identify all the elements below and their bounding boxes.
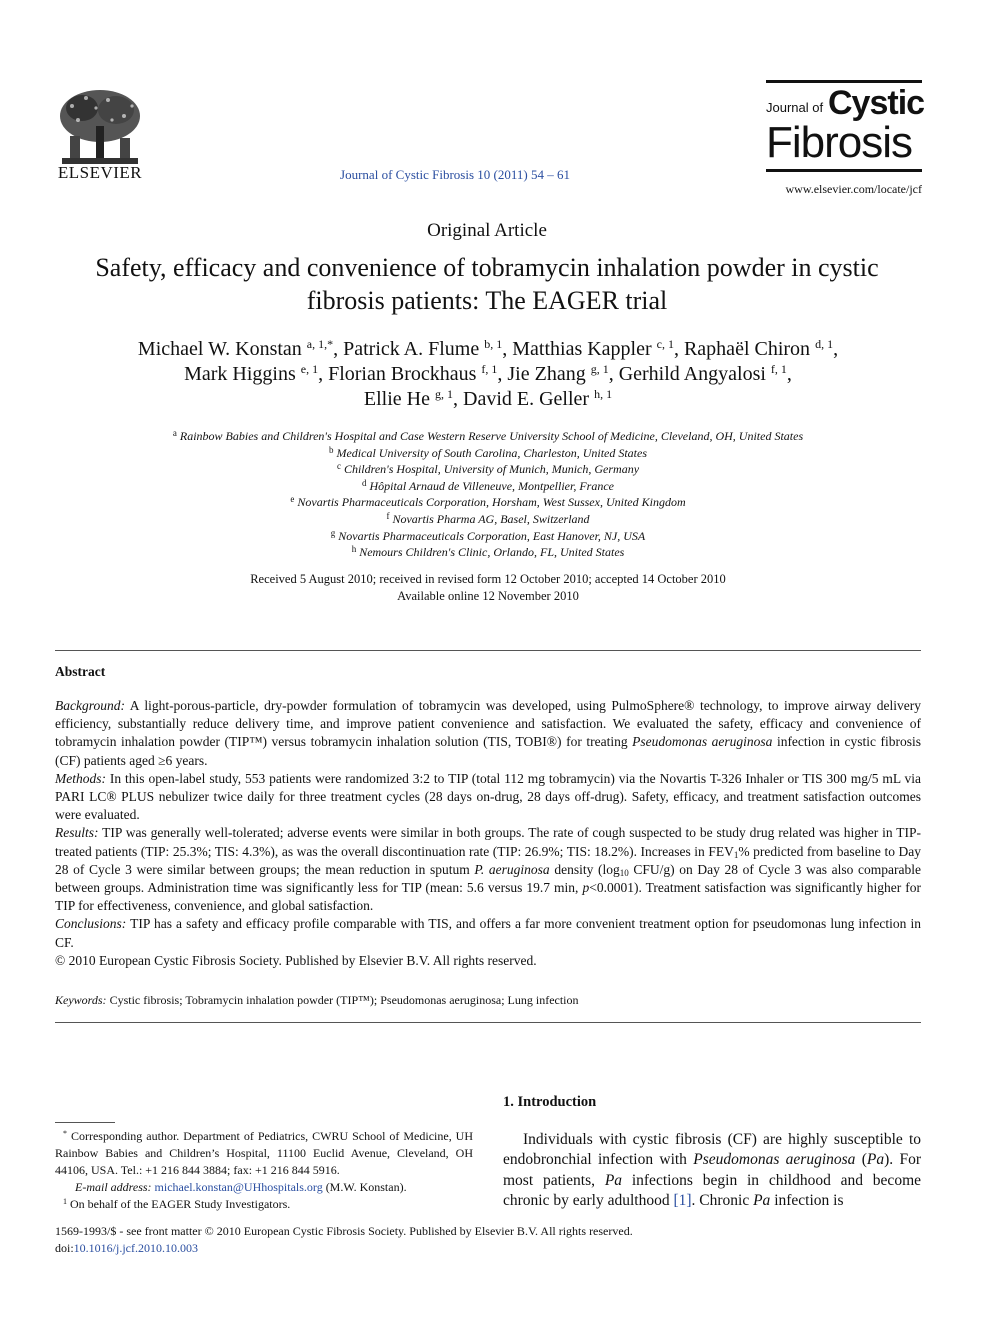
investigators-note: $^1$ On behalf of the EAGER Study Investigators. — [63, 1197, 291, 1211]
journal-logo — [762, 80, 924, 172]
issn-line: 1569-1993/$ - see front matter © 2010 European Cystic Fibrosis Society. Published by Elsevier B.V. All rights reserved. — [55, 1224, 633, 1238]
abstract-methods: Methods: In this open-label study, 553 patients were randomized 3:2 to TIP (total 112 mg tobramycin) via the Novartis T-326 Inhaler or TIS 300 mg/5 mL via PARI LC® PLUS nebulizer twice daily for three treatment cycles (28 days on-drug, 28 days off-drug). Safety, efficacy, and treatment satisfaction outcomes were evaluated. — [55, 770, 921, 823]
divider — [55, 1022, 921, 1023]
author-name: Gerhild Angyalosi — [618, 363, 766, 385]
citation-link[interactable]: [1] — [673, 1191, 692, 1209]
abstract-heading: Abstract — [55, 664, 106, 679]
abstract-copyright: © 2010 European Cystic Fibrosis Society. Published by Elsevier B.V. All rights reserved. — [55, 952, 537, 968]
article-title-line-2: fibrosis patients: The EAGER trial — [306, 286, 668, 315]
divider — [55, 650, 921, 651]
article-title — [40, 251, 934, 317]
affiliation-item: $^g$ Novartis Pharmaceuticals Corporation, East Hanover, NJ, USA — [330, 527, 646, 543]
author-name: Florian Brockhaus — [328, 363, 477, 385]
author-name: Matthias Kappler — [512, 338, 652, 360]
author-line: Mark Higgins $^{e, 1}$, Florian Brockhaus $^{f, 1}$, Jie Zhang $^{g, 1}$, Gerhild Angyalosi $^{f, 1}$, — [184, 362, 792, 385]
article-history — [60, 571, 916, 605]
keywords — [55, 993, 921, 1008]
journal-logo-word-cystic: Cystic — [828, 84, 925, 122]
corresponding-author-note: * Corresponding author. Department of Pediatrics, CWRU School of Medicine, UH Rainbow Babies and Children’s Hospital, 11100 Euclid Avenue, Cleveland, OH 44106, USA. Tel.: +1 216 844 3884; fax: +1 216 844 5916. — [55, 1129, 474, 1177]
abstract-results: Results: TIP was generally well-tolerated; adverse events were similar in both groups. The rate of cough suspected to be study drug related was higher in TIP-treated patients (TIP: 25.3%; TIS: 4.3%), as was the overall discontinuation rate (TIP: 26.9%; TIS: 18.2%). Increases in $FEV_1\%$ predicted from baseline to Day 28 of Cycle 3 were similar between groups; the mean reduction in sputum P. aeruginosa density ($\log_{10}$ CFU/g) on Day 28 of Cycle 3 was also comparable between groups. Administration time was significantly less for TIP (mean: 5.6 versus 19.7 min, p<0.0001). Treatment satisfaction was significantly higher for TIP for effectiveness, convenience, and global satisfaction. — [55, 825, 922, 914]
author-name: Mark Higgins — [184, 363, 296, 385]
author-affiliation-marks[interactable]: c, 1 — [656, 337, 674, 351]
footnote-divider — [55, 1122, 115, 1123]
affiliation-item: $^e$ Novartis Pharmaceuticals Corporation, Horsham, West Sussex, United Kingdom — [290, 494, 686, 510]
author-affiliation-marks[interactable]: e, 1 — [300, 362, 319, 376]
journal-citation-link[interactable]: Journal of Cystic Fibrosis 10 (2011) 54 – 61 — [340, 167, 570, 182]
article-type: Original Article — [427, 220, 547, 241]
author-line: Michael W. Konstan $^{a, 1,*}$, Patrick A. Flume $^{b, 1}$, Matthias Kappler $^{c, 1}$, Raphaël Chiron $^{d, 1}$, — [137, 337, 839, 360]
received-dates: Received 5 August 2010; received in revised form 12 October 2010; accepted 14 October 2010 — [250, 572, 726, 586]
doi-link[interactable]: 10.1016/j.jcf.2010.10.003 — [73, 1241, 198, 1255]
author-name: Ellie He — [363, 388, 430, 410]
author-affiliation-marks[interactable]: h, 1 — [594, 387, 613, 401]
author-name: Raphaël Chiron — [683, 338, 811, 360]
affiliation-item: $^c$ Children's Hospital, University of Munich, Munich, Germany — [336, 461, 640, 477]
doi-line: doi:10.1016/j.jcf.2010.10.003 — [55, 1241, 198, 1255]
front-matter-notes — [55, 1223, 921, 1257]
affiliation-item: $^h$ Nemours Children's Clinic, Orlando, FL, United States — [351, 544, 625, 560]
email-link[interactable]: michael.konstan@UHhospitals.org — [154, 1180, 323, 1194]
keywords-list: Cystic fibrosis; Tobramycin inhalation powder (TIP™); Pseudomonas aeruginosa; Lung infection — [109, 993, 579, 1007]
abstract-body — [55, 697, 921, 970]
keywords-label: Keywords: — [55, 993, 107, 1007]
abstract-conclusions: Conclusions: TIP has a safety and efficacy profile comparable with TIS, and offers a far more convenient treatment option for pseudomonas lung infection in CF. — [55, 916, 922, 950]
footnotes — [55, 1128, 473, 1213]
section-heading-introduction: 1. Introduction — [503, 1094, 597, 1110]
author-line: Ellie He $^{g, 1}$, David E. Geller $^{h, 1}$ — [363, 387, 613, 410]
affiliation-item: $^a$ Rainbow Babies and Children's Hospital and Case Western Reserve University School of Medicine, Cleveland, OH, United States — [172, 428, 804, 443]
journal-url: www.elsevier.com/locate/jcf — [785, 182, 922, 196]
author-name: David E. Geller — [463, 388, 590, 410]
article-title-line-1: Safety, efficacy and convenience of tobramycin inhalation powder in cystic — [95, 253, 879, 282]
affiliation-item: $^f$ Novartis Pharma AG, Basel, Switzerland — [386, 510, 590, 526]
publisher-name: ELSEVIER — [57, 163, 143, 182]
author-affiliation-marks[interactable]: f, 1 — [770, 362, 787, 376]
email-note: E-mail address: michael.konstan@UHhospitals.org (M.W. Konstan). — [75, 1180, 407, 1194]
available-online-date: Available online 12 November 2010 — [397, 589, 579, 603]
journal-logo-small-text: Journal of — [766, 100, 824, 115]
author-list — [60, 337, 916, 412]
author-name: Michael W. Konstan — [137, 338, 302, 360]
author-affiliation-marks[interactable]: g, 1 — [435, 387, 453, 401]
affiliation-item: $^d$ Hôpital Arnaud de Villeneuve, Montpellier, France — [362, 477, 614, 493]
introduction-paragraph: Individuals with cystic fibrosis (CF) are highly susceptible to endobronchial infection with Pseudomonas aeruginosa (Pa). For most patients, Pa infections begin in childhood and become chronic by early adulthood [1]. Chronic Pa infection is — [503, 1131, 922, 1209]
affiliation-item: $^b$ Medical University of South Carolina, Charleston, United States — [328, 444, 648, 460]
author-affiliation-marks[interactable]: f, 1 — [481, 362, 498, 376]
author-name: Jie Zhang — [507, 363, 586, 385]
affiliation-list — [60, 428, 916, 561]
journal-logo-word-fibrosis: Fibrosis — [766, 118, 913, 167]
abstract-background: Background: A light-porous-particle, dry-powder formulation of tobramycin was developed, using PulmoSphere® technology, to improve airway delivery efficiency, substantially reduce delivery time, and improve patient convenience and satisfaction. We evaluated the safety, efficacy and convenience of tobramycin inhalation powder (TIP™) versus tobramycin inhalation solution (TIS, TOBI®) for treating Pseudomonas aeruginosa infection in cystic fibrosis (CF) patients aged ≥6 years. — [55, 698, 922, 768]
author-affiliation-marks[interactable]: g, 1 — [590, 362, 609, 376]
author-affiliation-marks[interactable]: b, 1 — [484, 337, 503, 351]
author-affiliation-marks[interactable]: d, 1 — [815, 337, 834, 351]
author-name: Patrick A. Flume — [343, 338, 480, 360]
author-affiliation-marks[interactable]: a, 1,* — [306, 337, 334, 351]
